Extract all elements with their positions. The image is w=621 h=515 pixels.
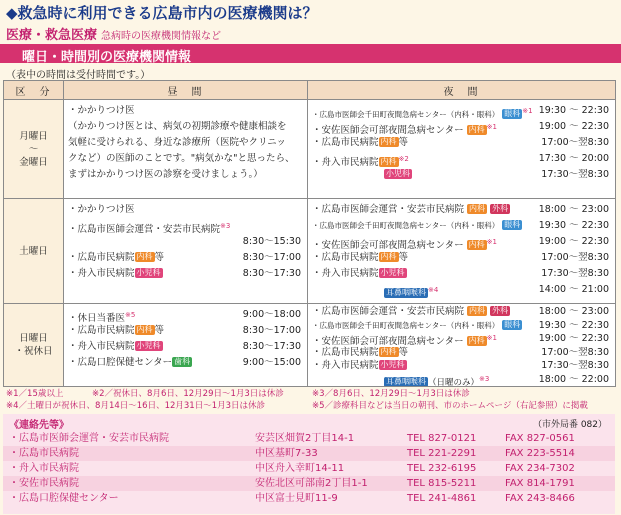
internal-badge: 内科 <box>380 157 397 166</box>
weekday-night-cell <box>308 100 616 199</box>
contact-heading: 《連絡先等》 <box>9 420 69 431</box>
eye-badge: 眼科 <box>504 109 521 118</box>
footnote-3: ※3／8月6日、12月29日〜1月3日は休診 <box>312 389 470 399</box>
eye-badge: 眼科 <box>504 220 521 229</box>
table-row-weekday <box>4 100 616 199</box>
list-item: 8:30〜15:30 <box>242 236 301 247</box>
contact-section <box>3 414 615 514</box>
footnote-4: ※4／土曜日が祝休日、8月14日〜16日、12月31日〜1月3日は休診 <box>6 401 266 411</box>
footnote-1: ※1／15歳以上 <box>6 389 64 399</box>
subtitle: 医療・救急医療 <box>6 28 98 43</box>
weekday-day-line: （かかりつけ医とは、病気の初期診療や健康相談を <box>68 121 287 132</box>
list-item: ・広島市民病院 内科 等 17:00〜翌8:30 <box>312 137 609 148</box>
footnote-2: ※2／祝休日、8月6日、12月29日〜1月3日は休診 <box>92 389 284 399</box>
pediatrics-badge: 小児科 <box>380 360 405 369</box>
list-item: ・広島市民病院 内科 等 17:00〜翌8:30 <box>312 252 609 263</box>
section-title <box>6 24 221 43</box>
list-item: ・広島市医師会運営・安芸市民病院$^{※3}$ <box>68 222 231 234</box>
holiday-daytime-cell <box>64 304 308 387</box>
table-row-holiday <box>4 304 616 387</box>
list-item: ・広島市民病院 内科 等 17:00〜翌8:30 <box>312 346 609 358</box>
internal-badge: 内科 <box>136 325 153 334</box>
dental-badge: 歯科 <box>174 357 191 366</box>
list-item: ・安佐医師会可部夜間急病センター 内科 $^{※1}$ 19:00 〜 22:30 <box>312 236 609 250</box>
pediatrics-badge: 小児科 <box>380 268 405 277</box>
list-item: 耳鼻咽喉科 （日曜のみ）$^{※3}$ 18:00 〜 22:00 <box>386 373 609 386</box>
schedule-table <box>3 80 616 387</box>
pediatrics-badge: 小児科 <box>386 169 410 178</box>
internal-badge: 内科 <box>136 252 153 261</box>
saturday-daytime-cell <box>64 199 308 304</box>
day-label-saturday: 土曜日 <box>4 199 64 304</box>
contact-row: ・広島市民病院 中区基町7-33 TEL 221-2291 FAX 223-5514 <box>3 446 615 461</box>
area-code: （市外局番 082） <box>532 420 607 430</box>
table-header-row <box>4 81 616 100</box>
list-item: ・舟入市民病院 小児科 17:30〜翌8:30 <box>312 268 609 279</box>
internal-badge: 内科 <box>380 252 397 261</box>
list-item: 小児科 17:30〜翌8:30 <box>386 169 609 180</box>
footnote-5: ※5／診療科目などは当日の朝刊、市のホームページ（右記参照）に掲載 <box>312 401 588 411</box>
surgery-badge: 外科 <box>492 204 509 213</box>
reception-time-note: （表中の時間は受付時間です。） <box>6 70 151 81</box>
list-item: ・かかりつけ医 <box>68 204 135 215</box>
contact-row: ・広島市医師会運営・安芸市民病院 安芸区畑賀2丁目14-1 TEL 827-0121 FAX 827-0561 <box>9 433 575 444</box>
list-item: ・休日当番医$^{※5}$ 9:00〜18:00 <box>68 309 301 323</box>
day-label-weekday <box>4 100 64 199</box>
list-item: ・広島市医師会運営・安芸市民病院 内科 外科 18:00 〜 23:00 <box>312 306 609 317</box>
internal-badge: 内科 <box>380 137 397 146</box>
banner-title: 曜日・時間別の医療機関情報 <box>22 50 192 65</box>
saturday-night-cell <box>308 199 616 304</box>
day-label-mid: 〜 <box>28 143 39 155</box>
internal-badge: 内科 <box>468 125 485 134</box>
list-item: ・広島市医師会千田町夜間急病センター（内科・眼科） 眼科 19:30 〜 22:30 <box>312 220 609 231</box>
internal-badge: 内科 <box>468 336 485 345</box>
header-night: 夜 間 <box>308 81 616 100</box>
list-item: ・広島市医師会運営・安芸市民病院 内科 外科 18:00 〜 23:00 <box>312 204 609 215</box>
list-item: ・舟入市民病院 小児科 8:30〜17:30 <box>68 268 301 279</box>
weekday-day-line: クなど）の医師のことです。"病気かな"と思ったら、 <box>68 153 295 164</box>
eye-badge: 眼科 <box>504 319 521 329</box>
list-item: ・広島市医師会千田町夜間急病センター（内科・眼科） 眼科 $^{※1}$ 19:30 〜 22:30 <box>312 105 609 119</box>
internal-badge: 内科 <box>469 306 486 315</box>
list-item: ・広島口腔保健センター 歯科 9:00〜15:00 <box>68 357 301 368</box>
surgery-badge: 外科 <box>492 306 509 315</box>
weekday-day-line: まずはかかりつけ医の診察を受けましょう。） <box>68 169 263 180</box>
list-item: ・舟入市民病院 内科 $^{※2}$ 17:30 〜 20:00 <box>312 153 609 167</box>
internal-badge: 内科 <box>469 204 486 213</box>
holiday-night-cell <box>308 304 616 387</box>
ent-badge: 耳鼻咽喉科 <box>386 376 426 386</box>
weekday-day-line: 気軽に受けられる、身近な診療所（医院やクリニッ <box>68 137 286 148</box>
list-item: ・舟入市民病院 小児科 8:30〜17:30 <box>68 341 301 352</box>
day-label-holiday: 日曜日 ・祝休日 <box>4 304 64 387</box>
list-item: ・舟入市民病院 小児科 17:30〜翌8:30 <box>312 360 609 371</box>
schedule-banner <box>0 44 621 63</box>
pediatrics-badge: 小児科 <box>136 341 161 350</box>
list-item: ・安佐医師会可部夜間急病センター 内科 $^{※1}$ 19:00 〜 22:30 <box>312 333 609 346</box>
list-item: ・広島市医師会千田町夜間急病センター（内科・眼科） 眼科 19:30 〜 22:30 <box>312 319 609 331</box>
ent-badge: 耳鼻咽喉科 <box>386 288 426 297</box>
internal-badge: 内科 <box>468 240 485 249</box>
list-item: ・広島市民病院 内科 等 8:30〜17:00 <box>68 252 301 263</box>
list-item: ・安佐医師会可部夜間急病センター 内科 $^{※1}$ 19:00 〜 22:30 <box>312 121 609 135</box>
header-day: 区 分 <box>4 81 64 100</box>
subtitle-note: 急病時の医療機関情報など <box>101 31 222 42</box>
day-label-top: 月曜日 <box>19 130 48 142</box>
header-daytime: 昼 間 <box>64 81 308 100</box>
weekday-daytime-cell <box>64 100 308 199</box>
weekday-day-line: ・かかりつけ医 <box>68 105 135 116</box>
page-title: ◆救急時に利用できる広島市内の医療機関は？ <box>6 4 318 22</box>
internal-badge: 内科 <box>380 346 397 356</box>
list-item: ・広島市民病院 内科 等 8:30〜17:00 <box>68 325 301 336</box>
pediatrics-badge: 小児科 <box>136 268 161 277</box>
day-label-bot: 金曜日 <box>19 156 48 168</box>
contact-row: ・舟入市民病院 中区舟入幸町14-11 TEL 232-6195 FAX 234-7302 <box>9 463 575 474</box>
contact-row: ・安佐市民病院 安佐北区可部南2丁目1-1 TEL 815-5211 FAX 814-1791 <box>3 476 615 491</box>
table-row-saturday <box>4 199 616 304</box>
list-item: 耳鼻咽喉科 $^{※4}$ 14:00 〜 21:00 <box>386 284 609 297</box>
contact-row: ・広島口腔保健センター 中区富士見町11-9 TEL 241-4861 FAX 243-8466 <box>9 493 575 504</box>
